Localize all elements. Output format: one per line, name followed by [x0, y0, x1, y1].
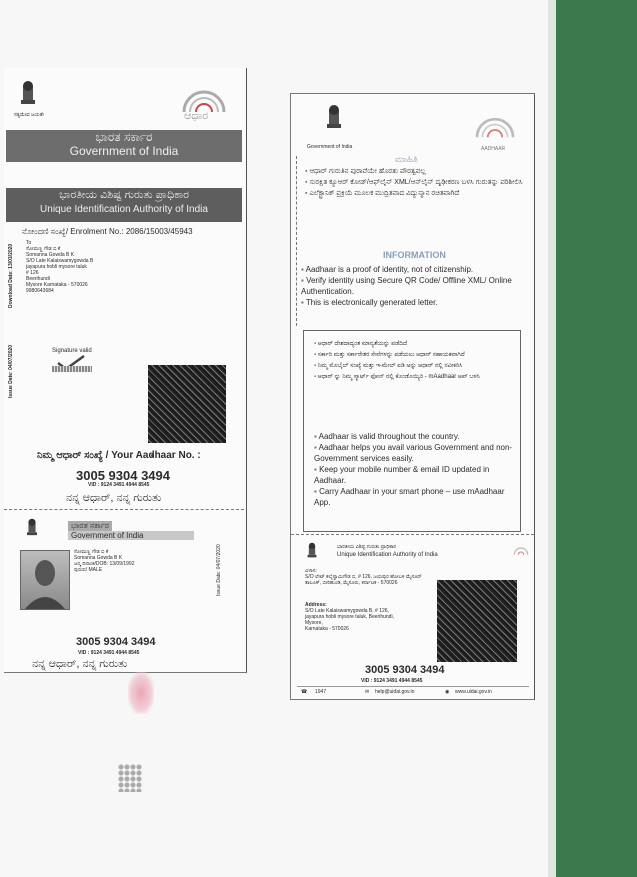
government-en: Government of India	[69, 144, 179, 158]
address-en-block	[305, 602, 425, 632]
download-date: Download Date: 13/03/2020	[8, 243, 14, 308]
box-en-list	[314, 431, 514, 508]
cut-line	[4, 509, 244, 510]
footer-email: help@uidai.gov.in	[375, 689, 415, 695]
address-en-label: Address:	[305, 602, 327, 608]
dob: ಜನ್ಮ ದಿನಾಂಕ/DOB: 13/09/1992	[74, 561, 135, 567]
box-kn-item: ▪ ನಿಮ್ಮ ಮೊಬೈಲ್ ಸಂಖ್ಯೆ ಮತ್ತು ಇ-ಮೇಲ್ ಐಡಿ ಅನ್ನು ಆಧಾರ್ ನಲ್ಲಿ ನವೀಕರಿಸಿ	[314, 361, 514, 372]
address-en-line: Karnataka - 570026	[305, 626, 349, 632]
vid-number: VID : 9124 3491 4944 8545	[88, 482, 150, 488]
small-vid: VID : 9124 3491 4944 8545	[78, 650, 140, 656]
box-kn-item: ▪ ಸರ್ಕಾರಿ ಮತ್ತು ಸರ್ಕಾರೇತರ ಸೇವೆಗಳನ್ನು ಪಡೆಯಲು ಆಧಾರ್ ಸಹಾಯಕವಾಗಿದೆ	[314, 350, 514, 361]
box-kn-item: ▪ ಆಧಾರ್ ದೇಶದಾದ್ಯಂತ ಮಾನ್ಯತೆಯನ್ನು ಪಡೆದಿದೆ	[314, 339, 514, 350]
cut-line-vertical	[296, 156, 297, 326]
address-line: ಸೋಮಣ್ಣ ಗೌಡ ಬಿ ಕೆ	[26, 246, 61, 252]
mahiti-heading: ಮಾಹಿತಿ	[395, 154, 418, 164]
address-line: Beerihundi	[26, 276, 50, 282]
national-emblem-icon	[305, 542, 319, 560]
information-heading: INFORMATION	[383, 250, 446, 260]
box-en-item: ▪ Aadhaar is valid throughout the country.	[314, 431, 514, 442]
en-info-item: ▪ This is electronically generated letter.	[301, 297, 531, 308]
address-en-line: Mysore,	[305, 620, 323, 626]
speckle-mark	[118, 764, 142, 792]
box-en-item: ▪ Keep your mobile number & email ID updated in Aadhaar.	[314, 464, 514, 486]
aadhaar-logo-text: AADHAAR	[481, 146, 506, 152]
footer-phone: 1947	[315, 689, 327, 695]
kn-info-item: ▪ ಎಲೆಕ್ಟ್ರಾನಿಕ್ ಪ್ರಕ್ರಿಯೆ ಮೂಲಕ ಮುದ್ರಿತವಾದ ವಿದ್ಯುನ್ಮಾನ ರಚಿತವಾಗಿದೆ	[305, 188, 525, 199]
aadhaar-number: 3005 9304 3494	[76, 468, 170, 483]
footer-web: www.uidai.gov.in	[455, 689, 492, 695]
stain-mark	[128, 672, 154, 714]
qr-code	[437, 580, 517, 662]
address-line: Somanna Gowda B K	[26, 252, 75, 258]
national-emblem-icon	[17, 80, 39, 108]
name-en: Somanna Gowda B K	[74, 555, 123, 561]
aadhaar-letter-right	[290, 93, 535, 700]
national-emblem-icon	[24, 518, 40, 538]
name-kn: ಸೋಮಣ್ಣ ಗೌಡ ಬಿ ಕೆ	[74, 549, 109, 555]
phone-icon: ☎	[301, 689, 308, 695]
small-gov-kn: ಭಾರತ ಸರ್ಕಾರ	[68, 521, 112, 531]
info-box	[303, 330, 521, 532]
bottom-uidai-en: Unique Identification Authority of India	[337, 552, 438, 558]
en-info-item: ▪ Verify identity using Secure QR Code/ Offline XML/ Online Authentication.	[301, 275, 531, 297]
en-info-item: ▪ Aadhaar is a proof of identity, not of citizenship.	[301, 264, 531, 275]
vid-number: VID : 9124 3491 4944 8545	[361, 678, 423, 684]
aadhaar-number: 3005 9304 3494	[365, 664, 445, 676]
emblem-caption: Government of India	[307, 144, 353, 150]
address-line: jayapura hobli mysore taluk	[26, 264, 87, 270]
to-label: To	[26, 240, 32, 246]
kn-info-list	[305, 166, 525, 199]
address-en-line: S/O Late Kalaiswamygowda B, # 126,	[305, 608, 389, 614]
box-en-item: ▪ Aadhaar helps you avail various Government and non-Government services easily.	[314, 442, 514, 464]
address-kn-label: ವಿಳಾಸ:	[305, 568, 317, 574]
qr-code	[148, 365, 226, 443]
person-icon	[21, 551, 69, 609]
slogan: ನನ್ನ ಆಧಾರ್, ನನ್ನ ಗುರುತು	[66, 492, 162, 504]
uidai-band	[6, 188, 242, 222]
small-slogan: ನನ್ನ ಆಧಾರ್, ನನ್ನ ಗುರುತು	[32, 658, 128, 670]
box-kn-item: ▪ ಆಧಾರ್ ನ್ನು ನಿಮ್ಮ ಸ್ಮಾರ್ಟ್ ಫೋನ್ ನಲ್ಲಿ ಕೊಂಡೊಯ್ಯಿರಿ - mAadhaar ಆಪ್ ಬಳಸಿ	[314, 372, 514, 383]
footer-bar	[297, 686, 529, 697]
recipient-address	[26, 240, 176, 294]
address-kn: S/O ಲೇಟ್ ಕಲೈಸ್ವಾಮಿಗೌಡ ಬಿ, # 126, ಜಯಪುರ ಹೋಬಳಿ ಮೈಸೂರ್ ತಾಲೂಕ್, ಬೀರಿಹುಂಡಿ, ಮೈಸೂರು, ಕರ್ನಾಟಕ - 570026	[305, 574, 422, 586]
uidai-kn: ಭಾರತೀಯ ವಿಶಿಷ್ಟ ಗುರುತು ಪ್ರಾಧಿಕಾರ	[59, 189, 189, 201]
address-en-line: jayapura hobli mysore taluk, Beerihundi,	[305, 614, 394, 620]
address-line: Mysore Karnataka - 570026	[26, 282, 88, 288]
aadhaar-logo-icon	[511, 544, 531, 560]
gender: ಪುರುಷ/ MALE	[74, 567, 103, 573]
your-aadhaar-label: ನಿಮ್ಮ ಆಧಾರ್ ಸಂಖ್ಯೆ / Your Aadhaar No. :	[37, 450, 201, 461]
address-line: S/O Late Kalaiswamygowda B	[26, 258, 94, 264]
signature-status: Signature valid	[52, 348, 92, 354]
address-kn-block	[305, 568, 425, 586]
small-aadhaar-number: 3005 9304 3494	[76, 636, 156, 648]
web-icon: ◉	[445, 689, 450, 695]
green-background	[556, 0, 637, 877]
address-line: # 126	[26, 270, 39, 276]
photo	[20, 550, 70, 610]
box-kn-list	[314, 339, 514, 383]
signature-text-block	[52, 366, 92, 372]
address-line: 9980643684	[26, 288, 54, 294]
email-icon: ✉	[365, 689, 370, 695]
en-info-list	[301, 264, 531, 308]
kn-info-item: ▪ ಸುರಕ್ಷಿತ ಕ್ಯೂಆರ್ ಕೋಡ್/ಆಫ್‌ಲೈನ್ XML/ಆನ್‌ಲೈನ್ ದೃಢೀಕರಣ ಬಳಸಿ ಗುರುತನ್ನು ಪರಿಶೀಲಿಸಿ	[305, 177, 525, 188]
government-kn: ಭಾರತ ಸರ್ಕಾರ	[95, 130, 153, 144]
aadhaar-logo-icon	[467, 112, 523, 148]
holder-details	[74, 549, 184, 573]
small-issue-date: Issue Date: 04/07/2020	[216, 544, 222, 596]
bottom-uidai-kn: ಭಾರತೀಯ ವಿಶಿಷ್ಟ ಗುರುತು ಪ್ರಾಧಿಕಾರ	[337, 544, 397, 550]
aadhaar-logo-text: ಆಧಾರ	[184, 110, 209, 122]
kn-info-item: ▪ ಆಧಾರ್ ಗುರುತಿನ ಪುರಾವೆಯೇ ಹೊರತು ಪೌರತ್ವವಲ್ಲ	[305, 166, 525, 177]
uidai-en: Unique Identification Authority of India	[40, 204, 208, 215]
government-band	[6, 130, 242, 162]
cut-line	[291, 534, 534, 535]
emblem-caption: ಸತ್ಯಮೇವ ಜಯತೇ	[14, 112, 44, 118]
aadhaar-letter-left	[4, 68, 247, 673]
issue-date: Issue Date: 04/07/2020	[8, 344, 14, 398]
box-en-item: ▪ Carry Aadhaar in your smart phone – use mAadhaar App.	[314, 486, 514, 508]
small-gov-en: Government of India	[68, 531, 194, 540]
national-emblem-icon	[323, 104, 345, 132]
enrolment-number: ನೋಂದಣಿ ಸಂಖ್ಯೆ/ Enrolment No.: 2086/15003/45943	[22, 227, 193, 236]
